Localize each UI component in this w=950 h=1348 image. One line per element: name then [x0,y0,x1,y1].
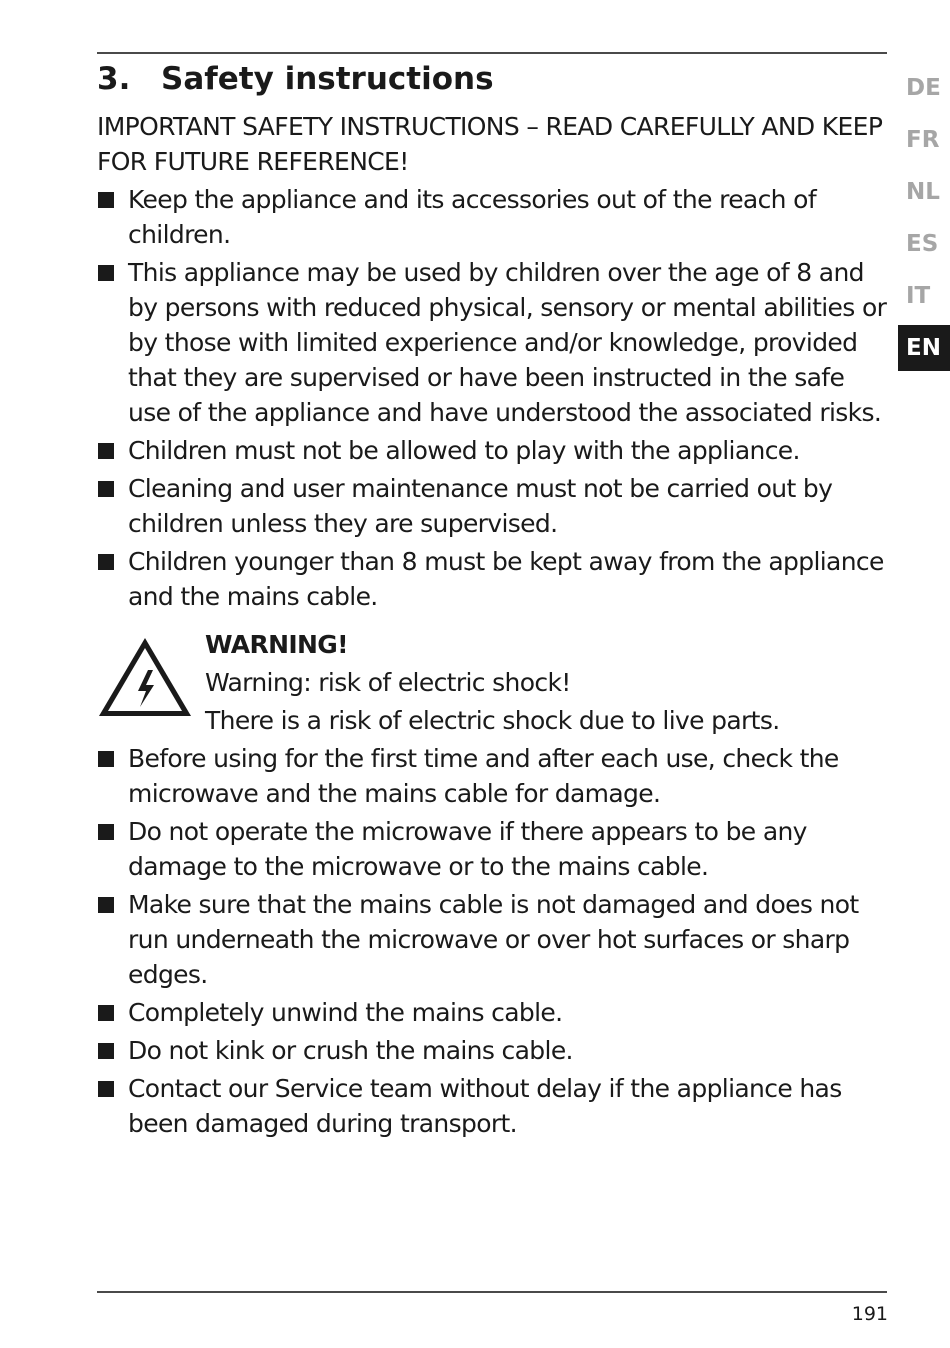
section-heading [97,57,494,101]
list-item [97,887,887,992]
language-tab-fr[interactable]: FR [906,127,940,153]
bullet-square-icon [98,554,114,570]
page-number: 191 [851,1303,888,1325]
bullet-square-icon [98,824,114,840]
language-tabs [898,62,950,371]
warning-title: WARNING! [205,630,348,659]
bullet-square-icon [98,443,114,459]
list-item [97,1033,887,1068]
warning-line: Warning: risk of electric shock! [205,668,571,697]
section-title: Safety instructions [161,61,494,97]
bullet-square-icon [98,192,114,208]
list-item-text: Do not kink or crush the mains cable. [128,1036,573,1065]
language-tab-it[interactable]: IT [906,283,931,309]
list-item [97,995,887,1030]
bottom-rule [97,1291,887,1293]
list-item [97,1071,887,1141]
warning-line: There is a risk of electric shock due to live parts. [205,706,780,735]
list-item [97,741,887,811]
list-item-text: Contact our Service team without delay if the appliance has been damaged during transport. [128,1074,842,1138]
language-tab-nl[interactable]: NL [906,179,940,205]
bullet-square-icon [98,1005,114,1021]
list-item-text: This appliance may be used by children over the age of 8 and by persons with reduced physical, sensory or mental abilities or by those with limited experience and/or knowledge, provided that they are supervised or have been instructed in the safe use of the appliance and have understood the associated risks. [128,258,887,427]
language-tab-es[interactable]: ES [906,231,939,257]
language-tab-de[interactable]: DE [906,75,941,101]
list-item [97,433,887,468]
bullet-square-icon [98,1043,114,1059]
electric-shock-warning-icon [97,635,193,719]
safety-content [97,109,887,1144]
list-item-text: Children younger than 8 must be kept away from the appliance and the mains cable. [128,547,884,611]
list-item-text: Children must not be allowed to play with the appliance. [128,436,800,465]
list-item-text: Completely unwind the mains cable. [128,998,563,1027]
list-item [97,471,887,541]
bullet-square-icon [98,481,114,497]
list-item [97,182,887,252]
safety-list-1 [97,182,887,614]
list-item-text: Before using for the first time and after each use, check the microwave and the mains cable for damage. [128,744,839,808]
language-tab-en[interactable]: EN [898,325,950,371]
top-rule [97,52,887,54]
list-item-text: Cleaning and user maintenance must not be carried out by children unless they are supervised. [128,474,833,538]
list-item [97,814,887,884]
bullet-square-icon [98,1081,114,1097]
list-item-text: Keep the appliance and its accessories out of the reach of children. [128,185,816,249]
list-item [97,255,887,430]
warning-block [97,627,887,738]
section-number: 3. [97,61,131,97]
bullet-square-icon [98,897,114,913]
list-item-text: Make sure that the mains cable is not damaged and does not run underneath the microwave or over hot surfaces or sharp edges. [128,890,859,989]
bullet-square-icon [98,265,114,281]
list-item [97,544,887,614]
list-item-text: Do not operate the microwave if there appears to be any damage to the microwave or to the mains cable. [128,817,807,881]
safety-list-2 [97,741,887,1141]
intro-text: IMPORTANT SAFETY INSTRUCTIONS – READ CAREFULLY AND KEEP FOR FUTURE REFERENCE! [97,112,883,176]
bullet-square-icon [98,751,114,767]
